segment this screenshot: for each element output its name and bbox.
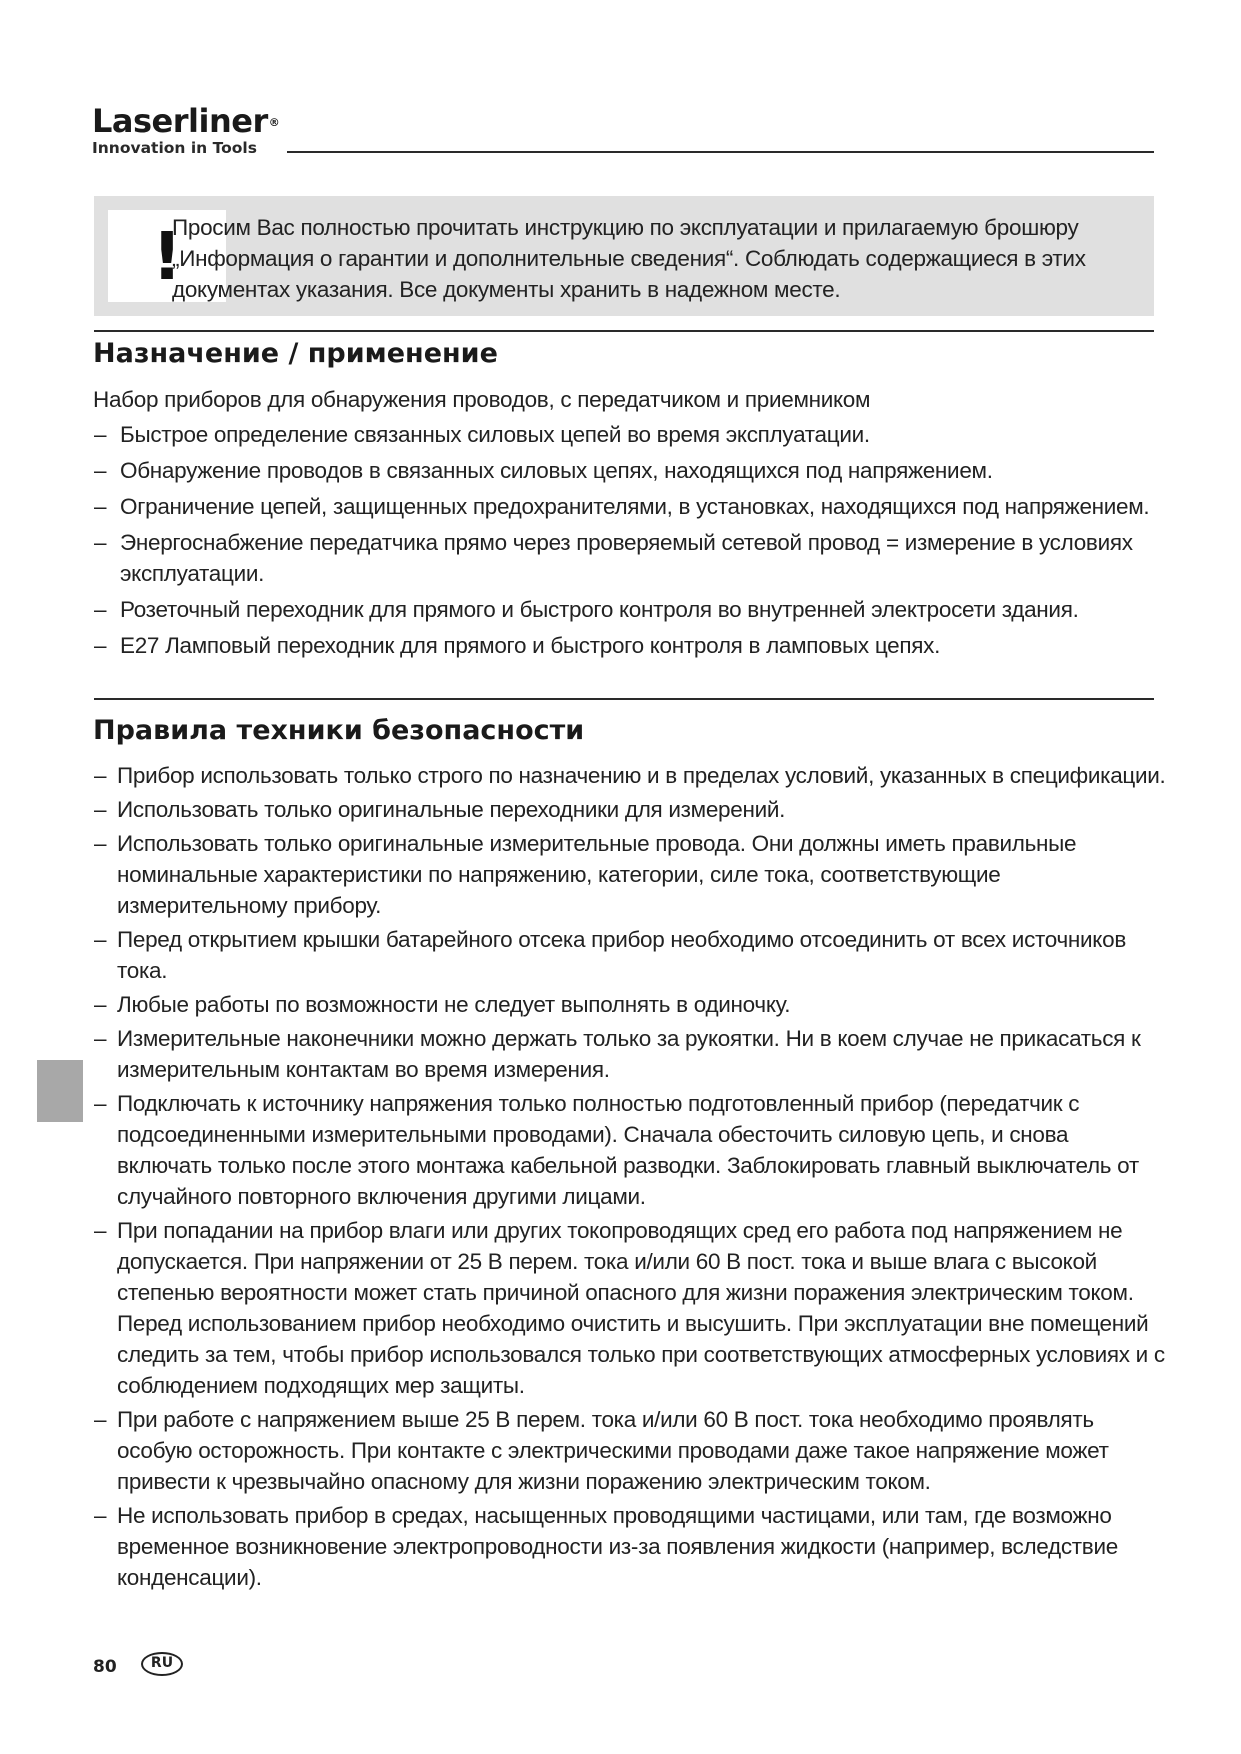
list-item: – Подключать к источнику напряжения только полностью подготовленный прибор (передатчик с подсоединенными измерительными проводами). Сначала обесточить силовую цепь, и снова включать только после этого монтажа кабельной разводки. Заблокировать главный выключатель от случайного повторного включения другими лицами. (92, 1088, 1167, 1212)
list-item: – Не использовать прибор в средах, насыщенных проводящими частицами, или там, где возможно временное возникновение электропроводности из-за появления жидкости (например, вследствие конденсации). (92, 1500, 1167, 1593)
list-item: – Обнаружение проводов в связанных силовых цепях, находящихся под напряжением. (92, 455, 1152, 486)
section-divider (94, 330, 1154, 332)
section-divider (94, 698, 1154, 700)
header-divider (287, 151, 1154, 153)
section-lead: Набор приборов для обнаружения проводов, с передатчиком и приемником (93, 387, 871, 412)
notice-box (94, 196, 1154, 316)
section-title-purpose: Назначение / применение (93, 338, 498, 369)
brand-tagline: Innovation in Tools (92, 139, 257, 157)
section-title-safety: Правила техники безопасности (93, 715, 585, 746)
list-item: – Любые работы по возможности не следует выполнять в одиночку. (92, 989, 1167, 1020)
list-item: – Перед открытием крышки батарейного отсека прибор необходимо отсоединить от всех источников тока. (92, 924, 1167, 986)
list-item: – Прибор использовать только строго по назначению и в пределах условий, указанных в спецификации. (92, 760, 1167, 791)
language-badge: RU (141, 1652, 183, 1676)
list-item: – Измерительные наконечники можно держать только за рукоятки. Ни в коем случае не прикасаться к измерительным контактам во время измерения. (92, 1023, 1167, 1085)
list-item: – Ограничение цепей, защищенных предохранителями, в установках, находящихся под напряжением. (92, 491, 1152, 522)
page-number: 80 (93, 1657, 117, 1677)
list-item: – E27 Ламповый переходник для прямого и быстрого контроля в ламповых цепях. (92, 630, 1152, 661)
brand-name: Laserliner® (92, 102, 280, 140)
list-item: – Быстрое определение связанных силовых цепей во время эксплуатации. (92, 419, 1152, 450)
list-item: – При работе с напряжением выше 25 В перем. тока и/или 60 В пост. тока необходимо проявлять особую осторожность. При контакте с электрическими проводами даже такое напряжение может привести к чрезвычайно опасному для жизни поражению электрическим током. (92, 1404, 1167, 1497)
section-tab-marker (37, 1060, 83, 1122)
registered-mark: ® (268, 116, 280, 129)
notice-text: Просим Вас полностью прочитать инструкцию по эксплуатации и прилагаемую брошюру „Информация о гарантии и дополнительные сведения“. Соблюдать содержащиеся в этих документах указания. Все документы хранить в надежном месте. (172, 215, 1086, 302)
safety-list (92, 760, 1167, 1596)
brand-logo (92, 104, 279, 157)
list-item: – Розеточный переходник для прямого и быстрого контроля во внутренней электросети здания. (92, 594, 1152, 625)
purpose-list (92, 419, 1152, 666)
list-item: – Использовать только оригинальные переходники для измерений. (92, 794, 1167, 825)
list-item: – Использовать только оригинальные измерительные провода. Они должны иметь правильные номинальные характеристики по напряжению, категории, силе тока, соответствующие измерительному прибору. (92, 828, 1167, 921)
list-item: – Энергоснабжение передатчика прямо через проверяемый сетевой провод = измерение в условиях эксплуатации. (92, 527, 1152, 589)
exclamation-icon: ! (108, 210, 226, 302)
list-item: – При попадании на прибор влаги или других токопроводящих сред его работа под напряжением не допускается. При напряжении от 25 В перем. тока и/или 60 В пост. тока и выше влага с высокой степенью вероятности может стать причиной опасного для жизни поражения электрическим током. Перед использованием прибор необходимо очистить и высушить. При эксплуатации вне помещений следить за тем, чтобы прибор использовался только при соответствующих атмосферных условиях и с соблюдением подходящих мер защиты. (92, 1215, 1167, 1401)
